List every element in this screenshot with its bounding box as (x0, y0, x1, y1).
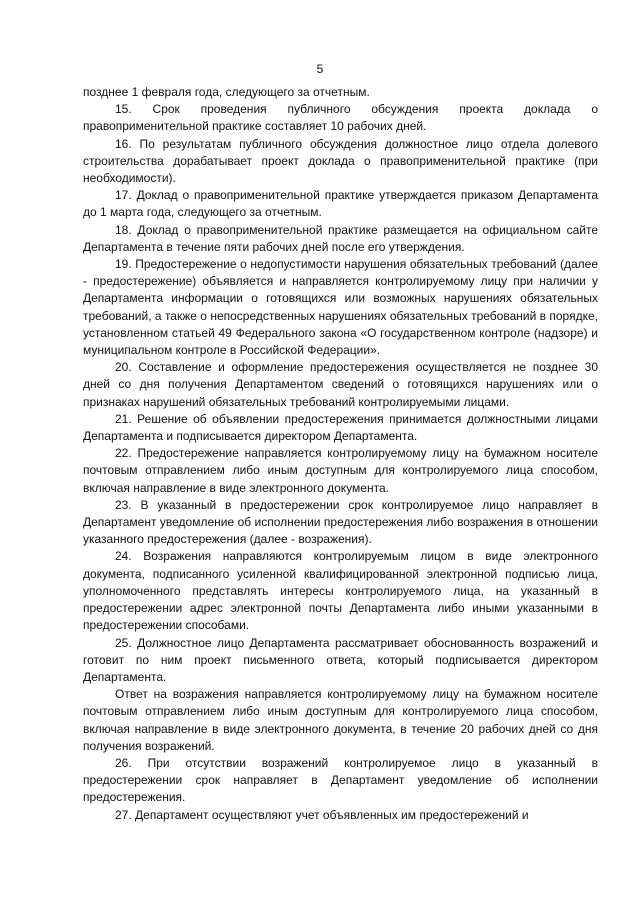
paragraph: 25. Должностное лицо Департамента рассматривает обоснованность возражений и готовит по ним проект письменного ответа, который подписывается директором Департамента. (83, 635, 598, 684)
paragraph: 18. Доклад о правоприменительной практике размещается на официальном сайте Департамента в течение пяти рабочих дней после его утверждения. (83, 222, 598, 254)
paragraph: 19. Предостережение о недопустимости нарушения обязательных требований (далее - предостережение) объявляется и направляется контролируемому лицу при наличии у Департамента информации о готовящихся или возможных нарушениях обязательных требований, а также о непосредственных нарушениях обязательных требований в порядке, установленном статьей 49 Федерального закона «О государственном контроле (надзоре) и муниципальном контроле в Российской Федерации». (83, 257, 598, 358)
paragraph: 15. Срок проведения публичного обсуждения проекта доклада о правоприменительной практике составляет 10 рабочих дней. (83, 102, 598, 134)
document-body (83, 84, 598, 824)
paragraph: 24. Возражения направляются контролируемым лицом в виде электронного документа, подписанного усиленной квалифицированной электронной подписью лица, уполномоченного представлять интересы контролируемого лица, на указанный в предостережении адрес электронной почты Департамента либо иными указанными в предостережении способами. (83, 549, 598, 633)
paragraph: 20. Составление и оформление предостережения осуществляется не позднее 30 дней со дня получения Департаментом сведений о готовящихся нарушениях или о признаках нарушений обязательных требований контролируемыми лицами. (83, 360, 598, 409)
paragraph: 26. При отсутствии возражений контролируемое лицо в указанный в предостережении срок направляет в Департамент уведомление об исполнении предостережения. (83, 755, 598, 805)
paragraph: 23. В указанный в предостережении срок контролируемое лицо направляет в Департамент уведомление об исполнении предостережения либо возражения в отношении указанного предостережения (далее - возражения). (83, 497, 598, 547)
paragraph: 21. Решение об объявлении предостережения принимается должностными лицами Департамента и подписывается директором Департамента. (83, 411, 598, 444)
paragraph: Ответ на возражения направляется контролируемому лицу на бумажном носителе почтовым отправлением либо иным доступным для контролируемого лица способом, включая направление в виде электронного документа, в течение 20 рабочих дней со дня получения возражений. (83, 687, 598, 753)
paragraph: 22. Предостережение направляется контролируемому лицу на бумажном носителе почтовым отправлением либо иным доступным для контролируемого лица способом, включая направление в виде электронного документа. (83, 446, 598, 495)
page-number: 5 (316, 62, 324, 76)
paragraph: позднее 1 февраля года, следующего за отчетным. (83, 85, 370, 99)
paragraph: 17. Доклад о правоприменительной практике утверждается приказом Департамента до 1 марта года, следующего за отчетным. (83, 188, 598, 220)
paragraph: 27. Департамент осуществляют учет объявленных им предостережений и (115, 807, 529, 822)
paragraph: 16. По результатам публичного обсуждения должностное лицо отдела долевого строительства дорабатывает проект доклада о правоприменительной практике (при необходимости). (83, 136, 598, 186)
